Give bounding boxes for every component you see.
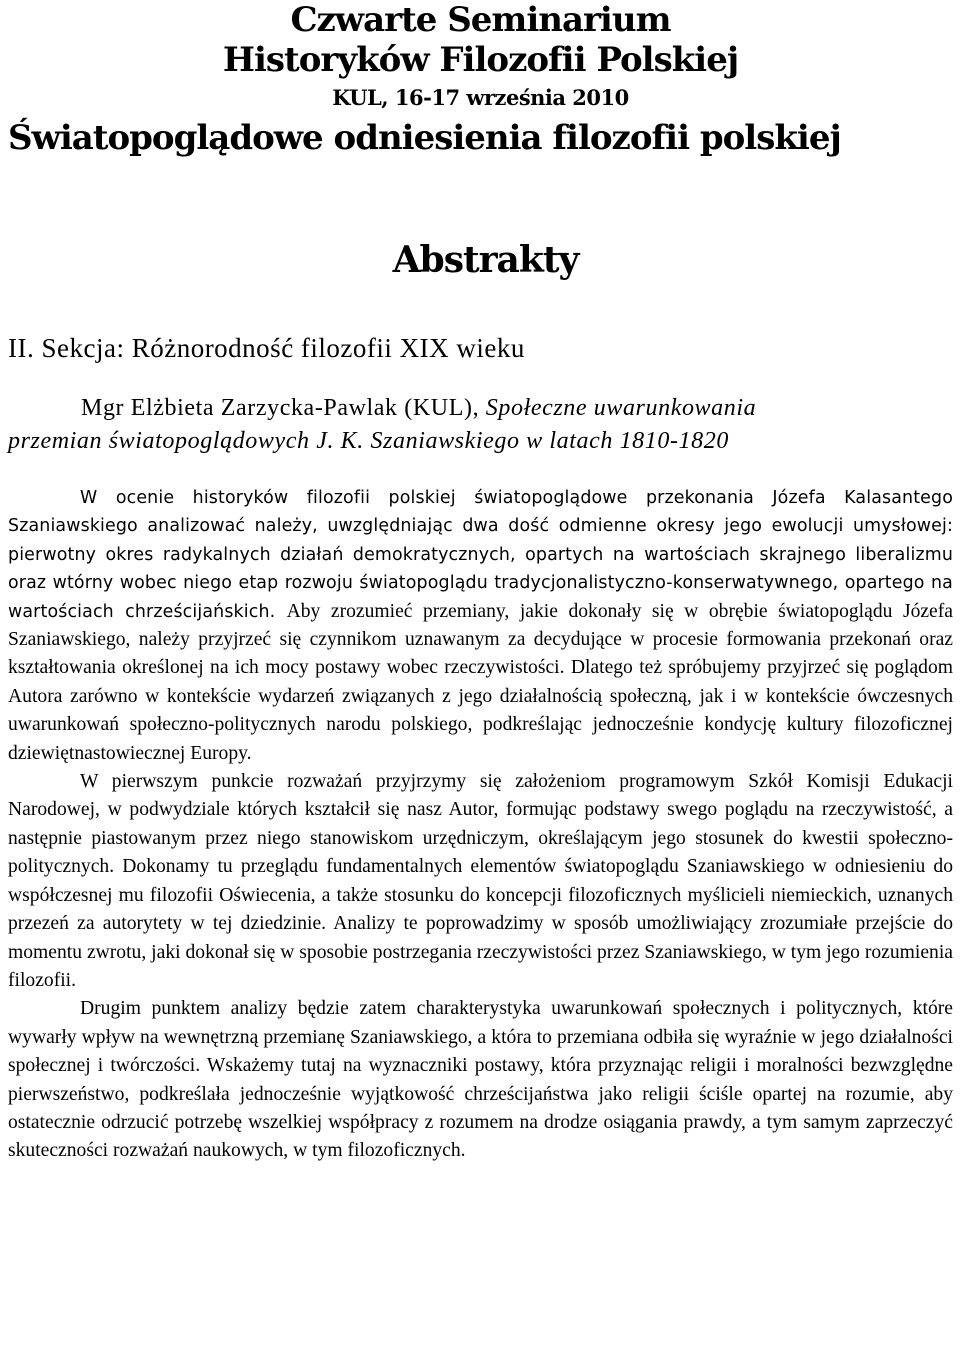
abstracts-heading: Abstrakty — [392, 239, 579, 281]
abstract-paragraph — [8, 484, 953, 768]
talk-title-part1: Społeczne uwarunkowania — [485, 395, 757, 421]
document-page — [8, 0, 953, 1166]
seminar-title: Czwarte Seminarium — [290, 0, 671, 40]
abstract-paragraph: Drugim punktem analizy będzie zatem charakterystyka uwarunkowań społecznych i politycznych, które wywarły wpływ na wewnętrzną przemianę Szaniawskiego, a która to przemiana odbiła się wyraźnie w jego działalności społecznej i twórczości. Wskażemy tutaj na wyznaczniki postawy, która przyznając religii i moralności bezwzględne pierwszeństwo, podkreślała jednocześnie wyjątkowość chrześcijaństwa jako religii ściśle opartej na rozumie, aby ostatecznie odrzucić potrzebę wszelkiej współpracy z rozumem na drodze osiągania prawdy, a tym samym zaprzeczyć skuteczności rozważań naukowych, w tym filozoficznych. — [8, 998, 953, 1162]
abstract-paragraph-text: W ocenie historyków filozofii polskiej światopoglądowe przekonania Józefa Kalasantego Szaniawskiego analizować należy, uwzględniając dwa dość odmienne okresy jego ewolucji umysłowej: pierwotny okres radykalnych działań demokratycznych, opartych na wartościach skrajnego liberalizmu oraz wtórny wobec niego etap rozwoju światopoglądu tradycjonalistyczno-konserwatywnego, opartego na wartościach chrześcijańskich. — [8, 488, 953, 622]
talk-title-line2 — [8, 425, 953, 458]
talk-author-line — [8, 392, 953, 425]
seminar-theme: Światopoglądowe odniesienia filozofii polskiej — [8, 118, 841, 158]
abstract-paragraph-text: Aby zrozumieć przemiany, jakie dokonały się w obrębie światopoglądu Józefa Szaniawskiego, należy przyjrzeć się czynnikom uznawanym za decydujące w procesie formowania przekonań oraz kształtowania określonej na ich mocy postawy wobec rzeczywistości. Dlatego też spróbujemy przyjrzeć się poglądom Autora zarówno w kontekście wydarzeń związanych z jego działalnością społeczną, jak i w kontekście ówczesnych uwarunkowań społeczno-politycznych narodu polskiego, podkreślając jednocześnie kondycję kultury filozoficznej dziewiętnastowiecznej Europy. — [8, 600, 953, 764]
abstract-body — [8, 484, 953, 1166]
talk-author: Mgr Elżbieta Zarzycka-Pawlak (KUL), — [81, 395, 486, 421]
seminar-title-line2: Historyków Filozofii Polskiej — [222, 40, 739, 80]
abstract-paragraph: W pierwszym punkcie rozważań przyjrzymy się założeniom programowym Szkół Komisji Edukacji Narodowej, w podwydziale których kształcił się nasz Autor, formując podstawy swego poglądu na rzeczywistość, a następnie piastowanym przez niego stanowiskom urzędniczym, określającym jego stosunek do kwestii społeczno-politycznych. Dokonamy tu przeglądu fundamentalnych elementów światopoglądu Szaniawskiego w odniesieniu do współczesnej mu filozofii Oświecenia, a także stosunku do koncepcji filozoficznych myślicieli niemieckich, uznanych przezeń za autorytety w tej dziedzinie. Analizy te poprowadzimy w sposób umożliwiający zrozumiałe przejście do momentu zwrotu, jaki dokonał się w sposobie postrzegania rzeczywistości przez Szaniawskiego, w tym jego rozumienia filozofii. — [8, 771, 953, 991]
section-title: II. Sekcja: Różnorodność filozofii XIX wieku — [8, 333, 525, 363]
seminar-place-date: KUL, 16-17 września 2010 — [332, 85, 629, 110]
talk-title-part2: przemian światopoglądowych J. K. Szaniawskiego w latach 1810-1820 — [8, 428, 729, 454]
